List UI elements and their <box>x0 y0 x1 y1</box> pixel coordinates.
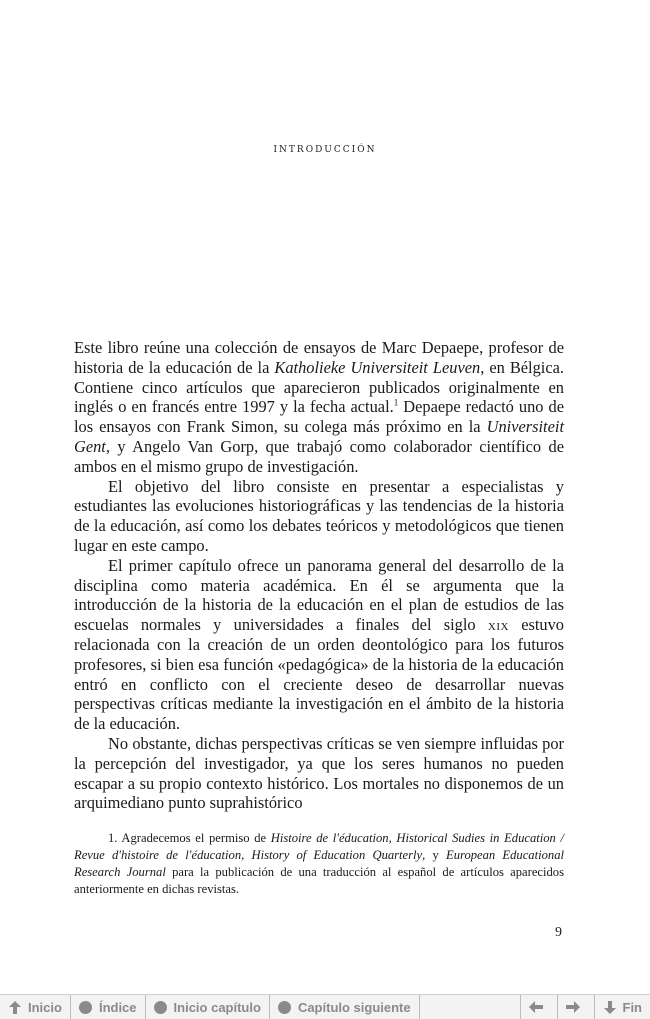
italic-university-gent: Universiteit Gent <box>74 417 564 456</box>
circle-icon <box>79 1000 93 1014</box>
text-run: para la publicación de una traducción al español de artículos aparecidos anteriormente en dichas revistas. <box>74 865 564 896</box>
paragraph-4: No obstante, dichas perspectivas críticas se ven siempre influidas por la percepción del investigador, ya que los seres humanos no pueden escapar a su propio contexto histórico. Los mortales no disponemos de un arquimediano punto suprahistórico <box>74 734 564 813</box>
footnote <box>74 830 564 898</box>
nav-fin-button[interactable] <box>595 995 650 1019</box>
italic-journals: Histoire de l'éducation, Historical Sudies in Education / Revue d'histoire de l'éducation, History of Education Quarterly <box>74 831 564 862</box>
nav-previous-button[interactable] <box>521 995 558 1019</box>
navigation-bar <box>0 994 650 1019</box>
chapter-title: introducción <box>0 141 650 156</box>
arrow-down-icon <box>603 1000 617 1014</box>
text-run: , y <box>422 848 446 862</box>
nav-indice-label: Índice <box>99 1000 137 1015</box>
nav-fin-label: Fin <box>623 1000 643 1015</box>
arrow-right-icon <box>566 1000 580 1014</box>
nav-inicio-button[interactable] <box>0 995 71 1019</box>
arrow-up-icon <box>8 1000 22 1014</box>
text-run: , y Angelo Van Gorp, que trabajó como colaborador científico de ambos en el mismo grupo de investigación. <box>74 437 564 476</box>
nav-capitulo-siguiente-label: Capítulo siguiente <box>298 1000 411 1015</box>
body-text <box>74 338 564 813</box>
text-run: El primer capítulo ofrece un panorama general del desarrollo de la disciplina como materia académica. En él se argumenta que la introducción de la historia de la educación en el plan de estudios de las escuelas normales y universidades a finales del siglo <box>74 556 564 634</box>
text-run: Este libro reúne una colección de ensayos de Marc Depaepe, profesor de historia de la educación de la <box>74 338 564 377</box>
nav-indice-button[interactable] <box>71 995 146 1019</box>
circle-icon <box>154 1000 168 1014</box>
nav-spacer <box>420 995 521 1019</box>
circle-icon <box>278 1000 292 1014</box>
italic-university-leuven: Katholieke Universiteit Leuven <box>274 358 480 377</box>
text-run: , en Bélgica. Contiene cinco artículos que aparecieron publicados originalmente en inglés o en francés entre 1997 y la fecha actual. <box>74 358 564 417</box>
page-number: 9 <box>555 925 562 941</box>
nav-next-button[interactable] <box>558 995 595 1019</box>
nav-inicio-capitulo-button[interactable] <box>146 995 270 1019</box>
text-run: estuvo relacionada con la creación de un orden deontológico para los futuros profesores, si bien esa función «pedagógica» de la historia de la educación entró en conflicto con el creciente deseo de desarrollar nuevas perspectivas críticas mediante la investigación en el ámbito de la historia de la educación. <box>74 615 564 733</box>
footnote-reference[interactable]: 1 <box>394 398 399 408</box>
text-run: 1. Agradecemos el permiso de <box>108 831 271 845</box>
paragraph-2: El objetivo del libro consiste en presentar a especialistas y estudiantes las evoluciones historiográficas y las tendencias de la historia de la educación, así como los debates teóricos y metodológicos que tienen lugar en este campo. <box>74 477 564 556</box>
century-numeral: xix <box>488 615 509 634</box>
nav-inicio-capitulo-label: Inicio capítulo <box>174 1000 261 1015</box>
paragraph-3 <box>74 556 564 734</box>
nav-inicio-label: Inicio <box>28 1000 62 1015</box>
text-run: Depaepe redactó uno de los ensayos con Frank Simon, su colega más próximo en la <box>74 397 564 436</box>
italic-journal: European Educational Research Journal <box>74 848 564 879</box>
nav-capitulo-siguiente-button[interactable] <box>270 995 420 1019</box>
arrow-left-icon <box>529 1000 543 1014</box>
paragraph-1 <box>74 338 564 477</box>
